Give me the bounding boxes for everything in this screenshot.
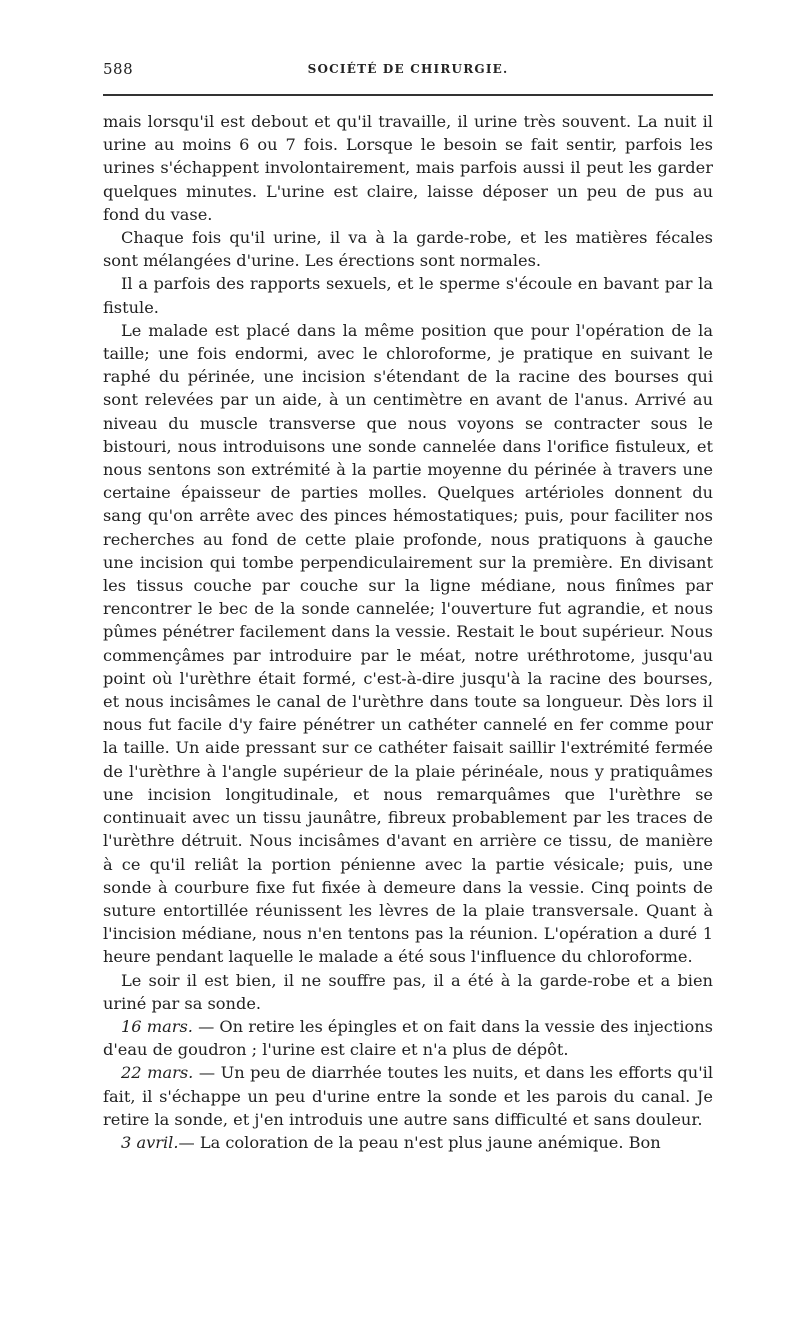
- paragraph-text: — La coloration de la peau n'est plus jaune anémique. Bon: [178, 1132, 661, 1152]
- paragraph-text: — Un peu de diarrhée toutes les nuits, et dans les efforts qu'il fait, il s'échappe un peu d'urine entre la sonde et les parois du canal. Je retire la sonde, et j'en introduis une autre sans difficulté et sans douleur.: [103, 1063, 713, 1129]
- paragraph-text: Le soir il est bien, il ne souffre pas, il a été à la garde-robe et a bien uriné par sa sonde.: [103, 970, 713, 1013]
- paragraph-date: 22 mars.: [121, 1063, 194, 1083]
- running-head: SOCIÉTÉ DE CHIRURGIE.: [307, 62, 509, 76]
- paragraph: [103, 319, 713, 969]
- header-rule: [103, 94, 713, 96]
- paragraph: [103, 1061, 713, 1131]
- page-header: [103, 58, 713, 84]
- paragraph-text: Le malade est placé dans la même position que pour l'opération de la taille; une fois endormi, avec le chloroforme, je pratique en suivant le raphé du périnée, une incision s'étendant de la racine des bourses qui sont relevées par un aide, à un centimètre en avant de l'anus. Arrivé au niveau du muscle transverse que nous voyons se contracter sous le bistouri, nous introduisons une sonde cannelée dans l'orifice fistuleux, et nous sentons son extrémité à la partie moyenne du périnée à travers une certaine épaisseur de parties molles. Quelques artérioles donnent du sang qu'on arrête avec des pinces hémostatiques; puis, pour faciliter nos recherches au fond de cette plaie profonde, nous pratiquons à gauche une incision qui tombe perpendiculairement sur la première. En divisant les tissus couche par couche sur la ligne médiane, nous finîmes par rencontrer le bec de la sonde cannelée; l'ouverture fut agrandie, et nous pûmes pénétrer facilement dans la vessie. Restait le bout supérieur. Nous commençâmes par introduire par le méat, notre uréthrotome, jusqu'au point où l'urèthre était formé, c'est-à-dire jusqu'à la racine des bourses, et nous incisâmes le canal de l'urèthre dans toute sa longueur. Dès lors il nous fut facile d'y faire pénétrer un cathéter cannelé en fer comme pour la taille. Un aide pressant sur ce cathéter faisait saillir l'extrémité fermée de l'urèthre à l'angle supérieur de la plaie périnéale, nous y pratiquâmes une incision longitudinale, et nous remarquâmes que l'urèthre se continuait avec un tissu jaunâtre, fibreux probablement par les traces de l'urèthre détruit. Nous incisâmes d'avant en arrière ce tissu, de manière à ce qu'il reliât la portion pénienne avec la partie vésicale; puis, une sonde à courbure fixe fut fixée à demeure dans la vessie. Cinq points de suture entortillée réunissent les lèvres de la plaie transversale. Quant à l'incision médiane, nous n'en tentons pas la réunion. L'opération a duré 1 heure pendant laquelle le malade a été sous l'influence du chloroforme.: [103, 320, 713, 967]
- paragraph-text: Chaque fois qu'il urine, il va à la garde-robe, et les matières fécales sont mélangées d'urine. Les érections sont normales.: [103, 228, 713, 271]
- paragraph-date: 3 avril.: [121, 1132, 179, 1152]
- paragraph-date: 16 mars.: [121, 1016, 193, 1036]
- book-page: [103, 58, 713, 1154]
- paragraph: [103, 1015, 713, 1061]
- paragraph-text: Il a parfois des rapports sexuels, et le sperme s'écoule en bavant par la fistule.: [103, 274, 713, 317]
- body-text: [103, 110, 713, 1154]
- paragraph: [103, 110, 713, 226]
- paragraph: [103, 272, 713, 318]
- paragraph: [103, 226, 713, 272]
- page-number: 588: [103, 60, 134, 78]
- paragraph: [103, 1131, 713, 1154]
- paragraph-text: mais lorsqu'il est debout et qu'il travaille, il urine très souvent. La nuit il urine au moins 6 ou 7 fois. Lorsque le besoin se fait sentir, parfois les urines s'échappent involontairement, mais parfois aussi il peut les garder quelques minutes. L'urine est claire, laisse déposer un peu de pus au fond du vase.: [103, 112, 713, 224]
- paragraph-text: — On retire les épingles et on fait dans la vessie des injections d'eau de goudron ; l'urine est claire et n'a plus de dépôt.: [103, 1016, 713, 1060]
- paragraph: [103, 969, 713, 1015]
